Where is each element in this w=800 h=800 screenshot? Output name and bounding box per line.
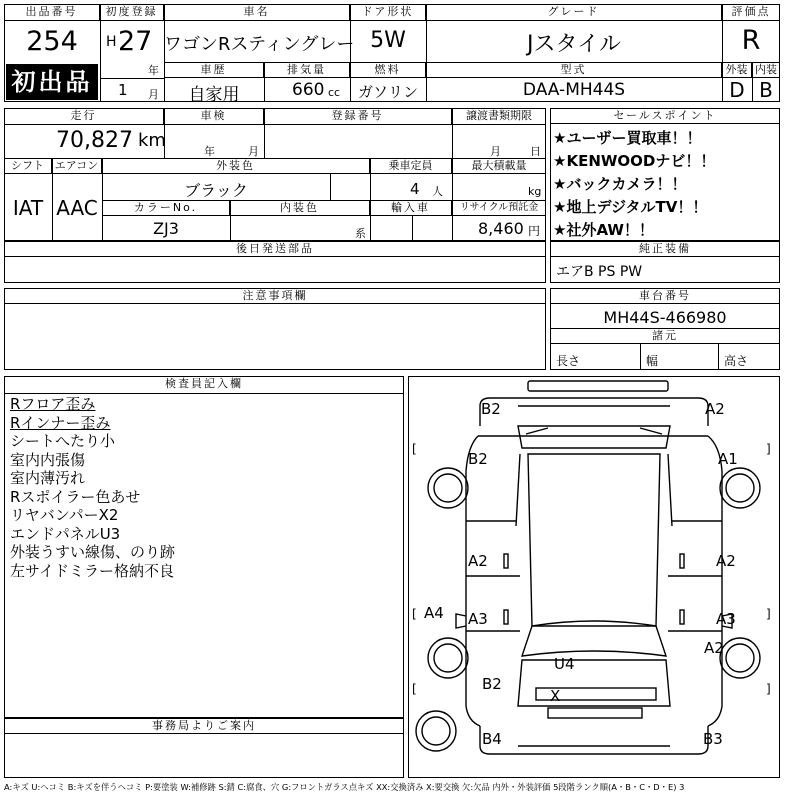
sales-point: ★社外AW！！ <box>553 221 654 239</box>
shift: IAT <box>12 196 44 220</box>
note-line: 外装うすい線傷、のり跡 <box>10 543 176 561</box>
color-no-header: カラーNo. <box>102 200 230 216</box>
damage-label-left-rear-wheel: A4 <box>424 604 444 622</box>
registration-year-unit: 年 <box>148 64 159 77</box>
sales-point: ★ユーザー買取車！！ <box>553 129 702 147</box>
registration-month-unit: 月 <box>148 88 159 101</box>
height-label: 高さ <box>724 354 749 368</box>
sales-point: ★地上デジタルTV！！ <box>553 198 708 216</box>
interior-grade-header: 内装 <box>752 62 780 78</box>
inspector-notes-list <box>10 395 400 580</box>
chassis-number-header: 車台番号 <box>550 288 780 304</box>
inspection-year-unit: 年 <box>204 145 215 158</box>
transfer-docs-header: 譲渡書類期限 <box>466 109 532 122</box>
max-load-header: 最大積載量 <box>452 158 546 174</box>
displacement-header: 排気量 <box>264 62 350 78</box>
exterior-grade-header: 外装 <box>722 62 752 78</box>
inspector-notes-header: 検査員記入欄 <box>4 376 404 394</box>
exterior-color: ブラック <box>184 181 248 200</box>
sales-point: ★バックカメラ！！ <box>553 175 687 193</box>
damage-label-front-right: B3 <box>703 730 723 748</box>
damage-label-right-quarter: A1 <box>718 450 738 468</box>
first-registration-header: 初度登録 <box>100 4 164 21</box>
note-line: Rインナー歪み <box>10 413 111 432</box>
aircon: AAC <box>56 196 98 220</box>
recycle-fee-header: リサイクル預託金 <box>452 200 546 216</box>
aircon-header: エアコン <box>52 158 102 174</box>
car-name-header: 車名 <box>164 4 350 21</box>
note-line: エンドパネルU3 <box>10 524 121 543</box>
recycle-fee: 8,460 <box>478 219 524 238</box>
damage-label-front-left: B4 <box>482 730 502 748</box>
bracket-open: [ <box>412 607 417 621</box>
note-line: Rフロア歪み <box>10 395 96 413</box>
era-letter: H <box>106 34 117 50</box>
import-header: 輸入車 <box>370 200 452 216</box>
damage-label-right-rear-door: A2 <box>716 552 736 570</box>
bracket-open: [ <box>412 682 417 696</box>
grade-header: グレード <box>426 4 722 21</box>
registration-month: 1 <box>118 81 128 99</box>
registration-year: 27 <box>118 26 153 57</box>
max-load-unit: kg <box>528 185 542 198</box>
later-parts-header: 後日発送部品 <box>4 241 546 257</box>
damage-label-hood: U4 <box>554 655 575 673</box>
damage-label-left-quarter: B2 <box>468 450 488 468</box>
note-line: 室内内張傷 <box>10 450 86 469</box>
note-line: 室内薄汚れ <box>10 469 86 487</box>
legend: A:キズ U:ヘコミ B:キズを伴うヘコミ P:要塗装 W:補修跡 S:錆 C:腐食、穴 G:フロントガラス点キズ XX:交換済み X:要交換 欠:欠品 内外・外装評価 5段階ランク順(A・B・C・D・E) 3 <box>4 782 685 792</box>
damage-label-left-rear-door: A2 <box>468 552 488 570</box>
capacity: 4 <box>410 180 420 198</box>
office-notice-header: 事務局よりご案内 <box>4 718 404 734</box>
car-name: ワゴンRスティングレー <box>164 34 355 55</box>
score: R <box>741 25 761 56</box>
dimensions-header: 諸元 <box>550 328 780 344</box>
mileage-unit: km <box>138 130 166 151</box>
capacity-header: 乗車定員 <box>370 158 452 174</box>
damage-label-right-fender: A2 <box>704 639 724 657</box>
capacity-unit: 人 <box>432 185 443 198</box>
damage-label-left-front-door: A3 <box>468 610 488 628</box>
note-line: リヤバンパーX2 <box>10 506 119 524</box>
mileage-header: 走行 <box>4 108 164 124</box>
model-code: DAA-MH44S <box>522 80 626 100</box>
interior-color-unit: 系 <box>355 227 366 240</box>
score-header: 評価点 <box>722 4 780 21</box>
grade: Jスタイル <box>526 32 622 57</box>
door-type: 5W <box>370 28 406 53</box>
first-listing-badge: 初出品 <box>6 64 98 100</box>
interior-color-header: 内装色 <box>230 200 370 216</box>
door-type-header: ドア形状 <box>350 4 426 21</box>
model-code-header: 型式 <box>426 62 722 78</box>
recycle-fee-unit: 円 <box>528 224 541 238</box>
lot-number: 254 <box>26 26 78 57</box>
bracket-close: ] <box>766 682 771 696</box>
displacement: 660 <box>292 80 325 100</box>
cautions-header: 注意事項欄 <box>4 288 546 304</box>
color-no: ZJ3 <box>153 219 179 238</box>
damage-label-rear-left: B2 <box>481 400 501 418</box>
bracket-close: ] <box>766 442 771 456</box>
fuel: ガソリン <box>357 83 418 101</box>
history: 自家用 <box>188 85 240 105</box>
transfer-day-unit: 日 <box>530 145 541 158</box>
inspection-header: 車検 <box>164 108 264 124</box>
equipment-header: 純正装備 <box>550 241 780 257</box>
equipment: エアB PS PW <box>556 264 643 280</box>
sales-points-list <box>553 127 778 242</box>
history-header: 車歴 <box>164 62 264 78</box>
shift-header: シフト <box>4 158 52 174</box>
damage-label-rear-right: A2 <box>705 400 725 418</box>
note-line: 左サイドミラー格納不良 <box>10 561 174 580</box>
damage-label-right-front-door: A3 <box>716 610 736 628</box>
width-label: 幅 <box>646 354 659 368</box>
exterior-grade: D <box>729 78 745 102</box>
exterior-color-header: 外装色 <box>102 158 370 174</box>
note-line: Rスポイラー色あせ <box>10 487 141 506</box>
bracket-close: ] <box>766 607 771 621</box>
sales-point: ★KENWOODナビ！！ <box>553 152 716 170</box>
fuel-header: 燃料 <box>350 62 426 78</box>
displacement-unit: cc <box>328 86 341 99</box>
length-label: 長さ <box>556 354 581 368</box>
interior-grade: B <box>759 78 773 102</box>
transfer-month-unit: 月 <box>490 145 501 158</box>
lot-number-header: 出品番号 <box>4 4 100 21</box>
bracket-open: [ <box>412 442 417 456</box>
car-diagram-icon <box>408 376 780 778</box>
plate-number-header: 登録番号 <box>264 108 452 124</box>
note-line: シートへたり小 <box>10 432 116 450</box>
damage-label-front-center: X <box>550 687 561 705</box>
chassis-number: MH44S-466980 <box>603 308 727 327</box>
inspection-month-unit: 月 <box>248 145 259 158</box>
mileage: 70,827 <box>56 128 133 153</box>
sales-points-header: セールスポイント <box>550 108 780 124</box>
damage-label-left-fender: B2 <box>482 675 502 693</box>
